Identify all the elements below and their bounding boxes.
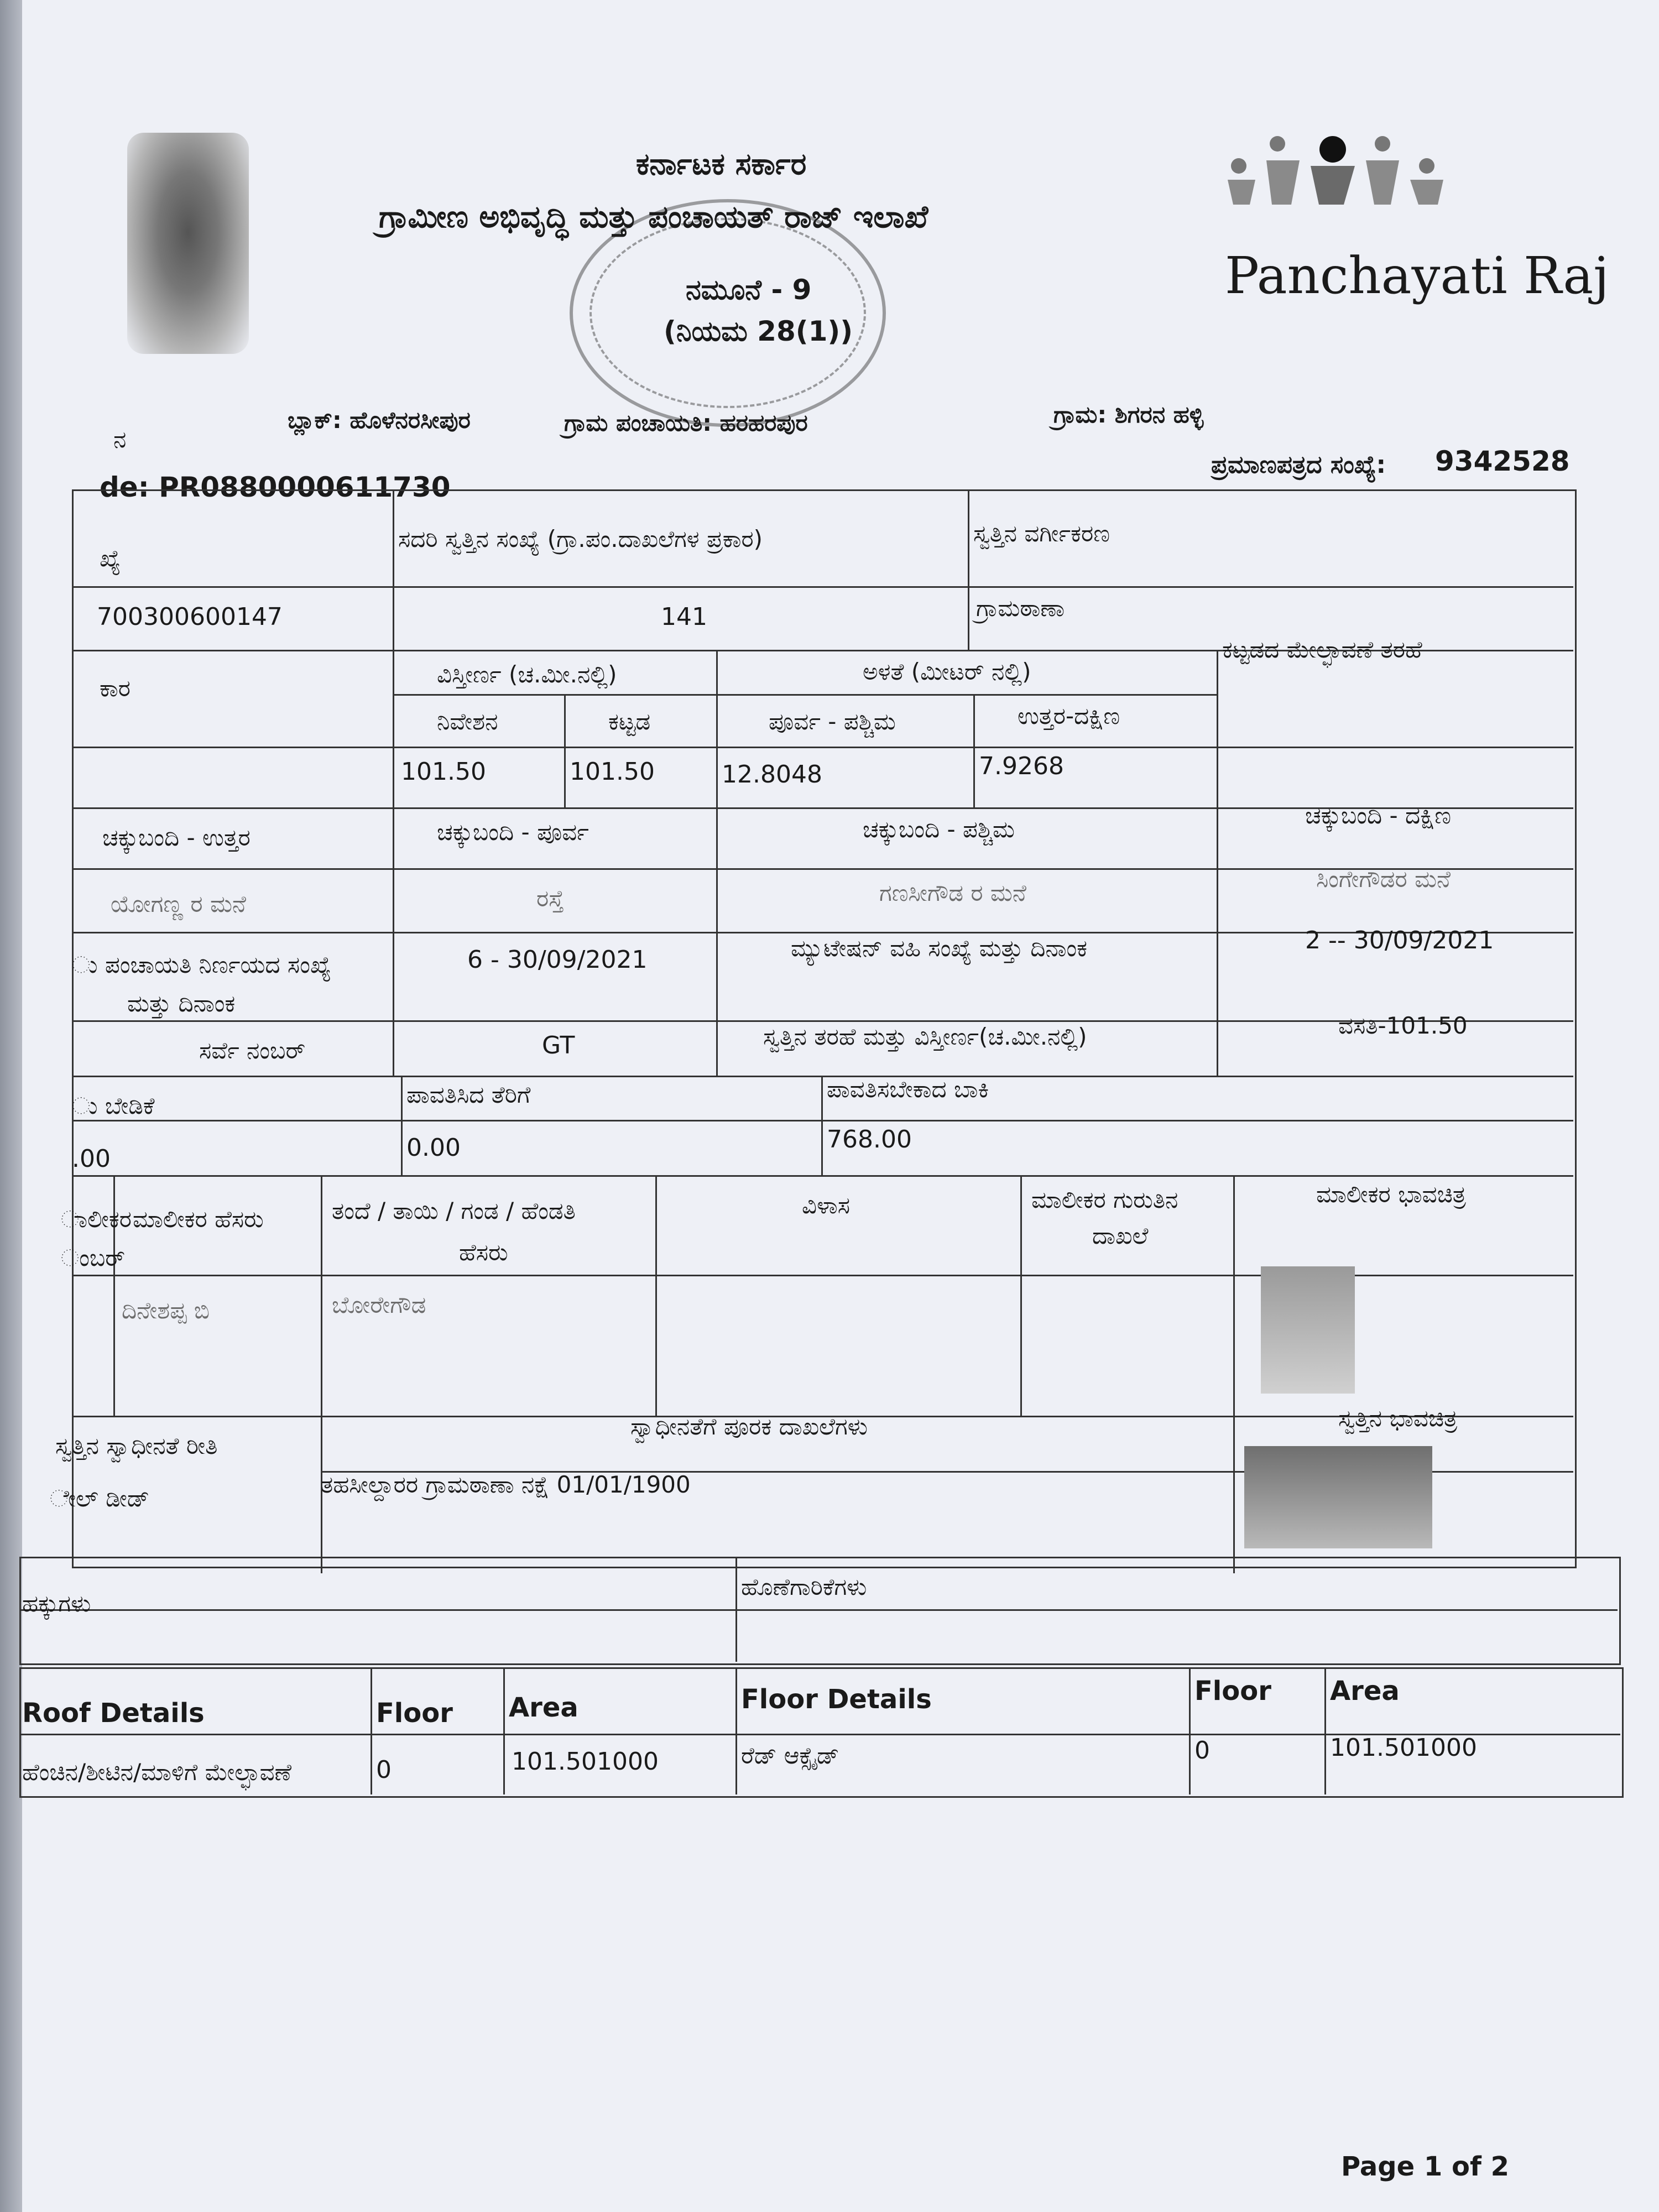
property-code: de: PR0880000611730 xyxy=(100,471,451,503)
ownership-method-label: ಸ್ವತ್ತಿನ ಸ್ವಾಧೀನತೆ ರೀತಿ xyxy=(55,1432,218,1459)
owner-number-label-line2: ಂಬರ್ xyxy=(61,1244,126,1271)
gp-property-number-label: ಸದರಿ ಸ್ವತ್ತಿನ ಸಂಖ್ಯೆ (ಗ್ರಾ.ಪಂ.ದಾಖಲೆಗಳ ಪ್ರಕಾರ) xyxy=(398,525,763,552)
floor-type-value: ರೆಡ್ ಆಕ್ಸೈಡ್ xyxy=(741,1742,839,1769)
ownership-docs-label: ಸ್ವಾಧೀನತೆಗೆ ಪೂರಕ ದಾಖಲೆಗಳು xyxy=(630,1413,868,1440)
logo-text: Panchayati Raj xyxy=(1225,246,1609,305)
village: ಗ್ರಾಮ: ಶಿಗರನ ಹಳ್ಳಿ xyxy=(1053,401,1204,428)
building-area-value: 101.50 xyxy=(570,758,655,786)
boundary-north-value: ಯೋಗಣ್ಣ ರ ಮನೆ xyxy=(111,890,246,917)
floor-floor-header: Floor xyxy=(1194,1676,1271,1707)
boundary-east-value: ರಸ್ತೆ xyxy=(536,885,564,912)
owner-photo xyxy=(1261,1266,1355,1394)
boundary-south-label: ಚಕ್ಕುಬಂದಿ - ದಕ್ಷಿಣ xyxy=(1305,802,1452,829)
tax-demand-value: .00 xyxy=(72,1145,111,1173)
roof-floor-header: Floor xyxy=(376,1698,453,1729)
owner-parent-value: ಬೋರೇಗೌಡ xyxy=(332,1291,426,1318)
tax-balance-label: ಪಾವತಿಸಬೇಕಾದ ಬಾಕಿ xyxy=(827,1076,989,1103)
government-title: ಕರ್ನಾಟಕ ಸರ್ಕಾರ xyxy=(636,147,807,181)
property-id-value: 700300600147 xyxy=(97,603,283,631)
property-classification-value: ಗ್ರಾಮಠಾಣಾ xyxy=(976,594,1065,622)
certificate-number: 9342528 xyxy=(1435,445,1570,477)
property-classification-label: ಸ್ವತ್ತಿನ ವರ್ಗೀಕರಣ xyxy=(973,520,1110,547)
mutation-value: 2 -- 30/09/2021 xyxy=(1305,926,1494,954)
boundary-west-label: ಚಕ್ಕುಬಂದಿ - ಪಶ್ಚಿಮ xyxy=(863,816,1015,843)
survey-number-label: ಸರ್ವೆ ನಂಬರ್ xyxy=(199,1037,306,1064)
liabilities-label: ಹೊಣೆಗಾರಿಕೆಗಳು xyxy=(741,1573,867,1600)
boundary-east-label: ಚಕ್ಕುಬಂದಿ - ಪೂರ್ವ xyxy=(437,818,589,846)
boundary-north-label: ಚಕ್ಕುಬಂದಿ - ಉತ್ತರ xyxy=(102,824,251,851)
gp-property-number-value: 141 xyxy=(661,603,707,631)
tax-demand-label: ು ಬೇಡಿಕೆ xyxy=(72,1092,155,1119)
mutation-label: ಮ್ಯುಟೇಷನ್ ವಹಿ ಸಂಖ್ಯೆ ಮತ್ತು ದಿನಾಂಕ xyxy=(791,935,1088,962)
property-photo xyxy=(1244,1446,1432,1548)
owner-parent-label-line1: ತಂದೆ / ತಾಯಿ / ಗಂಡ / ಹೆಂಡತಿ xyxy=(332,1197,576,1224)
floor-area-value: 101.501000 xyxy=(1330,1734,1477,1762)
panchayati-raj-logo xyxy=(1217,127,1504,249)
owner-address-label: ವಿಳಾಸ xyxy=(802,1192,851,1219)
taluk-prefix: ನ xyxy=(113,426,127,453)
roof-area-value: 101.501000 xyxy=(512,1747,659,1776)
floor-area-header: Area xyxy=(1330,1676,1400,1707)
state-emblem xyxy=(127,133,249,354)
roof-type-value: ಹೆಂಚಿನ/ಶೀಟಿನ/ಮಾಳಿಗೆ ಮೇಲ್ಛಾವಣೆ xyxy=(22,1759,292,1786)
roof-floor-value: 0 xyxy=(376,1756,392,1784)
north-south-label: ಉತ್ತರ-ದಕ್ಷಿಣ xyxy=(1018,702,1120,729)
owner-id-label-line1: ಮಾಲೀಕರ ಗುರುತಿನ xyxy=(1031,1186,1178,1213)
owner-photo-label: ಮಾಲೀಕರ ಭಾವಚಿತ್ರ xyxy=(1316,1181,1466,1208)
gram-panchayat: ಗ್ರಾಮ ಪಂಚಾಯತಿ: ಹರಹರಪುರ xyxy=(564,409,808,436)
roof-area-header: Area xyxy=(509,1692,578,1723)
measurement-label: ಅಳತೆ (ಮೀಟರ್ ನಲ್ಲಿ) xyxy=(863,658,1031,685)
ownership-docs-value: ತಹಸೀಲ್ದಾರರ ಗ್ರಾಮಠಾಣಾ ನಕ್ಷೆ 01/01/1900 xyxy=(321,1471,691,1498)
owner-id-label-line2: ದಾಖಲೆ xyxy=(1092,1222,1149,1249)
site-area-value: 101.50 xyxy=(401,758,486,786)
form-number: ನಮೂನೆ - 9 xyxy=(686,274,812,306)
rights-label: ಹಕ್ಕುಗಳು xyxy=(22,1590,91,1617)
owner-name-value: ದಿನೇಶಪ್ಪ ಬಿ xyxy=(122,1297,210,1324)
certificate-label: ಪ್ರಮಾಣಪತ್ರದ ಸಂಖ್ಯೆ: xyxy=(1211,451,1386,479)
area-label: ವಿಸ್ತೀರ್ಣ (ಚ.ಮೀ.ನಲ್ಲಿ) xyxy=(437,661,617,688)
resolution-label-line2: ಮತ್ತು ದಿನಾಂಕ xyxy=(127,990,236,1017)
property-id-label: ಖ್ಯೆ xyxy=(100,545,121,572)
page-number: Page 1 of 2 xyxy=(1341,2151,1509,2182)
resolution-label-line1: ು ಪಂಚಾಯತಿ ನಿರ್ಣಯದ ಸಂಖ್ಯೆ xyxy=(72,951,331,978)
floor-floor-value: 0 xyxy=(1194,1736,1210,1765)
boundary-south-value: ಸಿಂಗೇಗೌಡರ ಮನೆ xyxy=(1316,865,1451,893)
tax-paid-label: ಪಾವತಿಸಿದ ತೆರಿಗೆ xyxy=(406,1081,531,1108)
floor-details-header: Floor Details xyxy=(741,1684,932,1715)
north-south-value: 7.9268 xyxy=(979,752,1064,780)
east-west-value: 12.8048 xyxy=(722,760,822,789)
building-label: ಕಟ್ಟಡ xyxy=(608,708,651,735)
tax-paid-value: 0.00 xyxy=(406,1134,461,1162)
property-photo-label: ಸ್ವತ್ತಿನ ಭಾವಚಿತ್ರ xyxy=(1338,1405,1458,1432)
property-type-area-label: ಸ್ವತ್ತಿನ ತರಹೆ ಮತ್ತು ವಿಸ್ತೀರ್ಣ(ಚ.ಮೀ.ನಲ್ಲಿ) xyxy=(763,1023,1087,1050)
survey-number-value: GT xyxy=(542,1031,575,1060)
site-label: ನಿವೇಶನ xyxy=(437,708,498,735)
department-title: ಗ್ರಾಮೀಣ ಅಭಿವೃದ್ಧಿ ಮತ್ತು ಪಂಚಾಯತ್ ರಾಜ್ ಇಲಾಖೆ xyxy=(379,199,928,235)
owner-parent-label-line2: ಹೆಸರು xyxy=(459,1239,508,1266)
tax-balance-value: 768.00 xyxy=(827,1125,912,1154)
owner-number-label-line1: ಾಲೀಕರ xyxy=(61,1206,132,1233)
boundary-west-value: ಗಣಸೀಗೌಡ ರ ಮನೆ xyxy=(879,879,1026,906)
property-type-area-value: ವಸತಿ-101.50 xyxy=(1338,1012,1468,1039)
rule-number: (ನಿಯಮ 28(1)) xyxy=(664,315,853,347)
taluk: ಬ್ಲಾಕ್: ಹೊಳೆನರಸೀಪುರ xyxy=(288,406,471,434)
east-west-label: ಪೂರ್ವ - ಪಶ್ಚಿಮ xyxy=(769,708,896,735)
owner-name-label: ಮಾಲೀಕರ ಹೆಸರು xyxy=(133,1206,264,1233)
roof-details-header: Roof Details xyxy=(22,1698,205,1729)
property-type-label: ಕಾರ xyxy=(100,675,131,702)
construction-type-label: ಕಟ್ಟಡದ ಮೇಲ್ಛಾವಣೆ ತರಹೆ xyxy=(1222,636,1422,663)
resolution-value: 6 - 30/09/2021 xyxy=(467,946,648,974)
ownership-method-value: ೇಲ್ ಡೀಡ್ xyxy=(50,1485,150,1512)
